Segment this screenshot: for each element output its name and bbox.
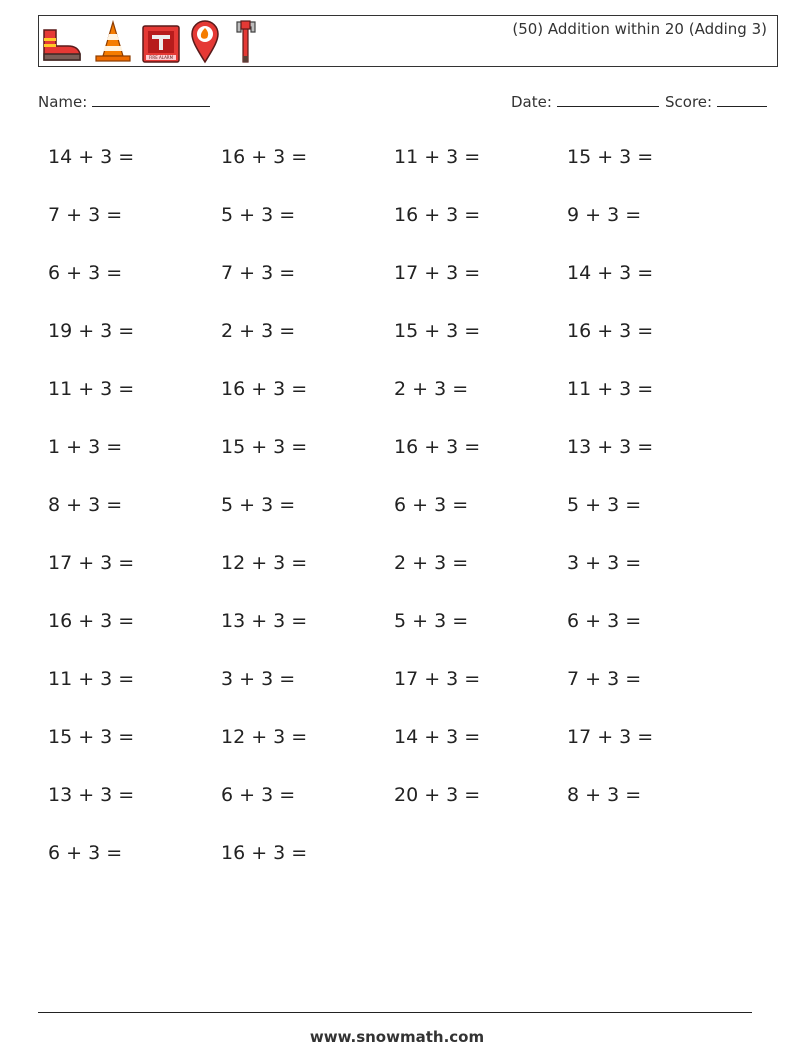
problem-5-2: 16 + 3 = xyxy=(221,378,308,400)
worksheet-title: (50) Addition within 20 (Adding 3) xyxy=(512,20,767,38)
problem-9-4: 6 + 3 = xyxy=(567,610,642,632)
problem-1-2: 16 + 3 = xyxy=(221,146,308,168)
problem-6-3: 16 + 3 = xyxy=(394,436,481,458)
problem-10-3: 17 + 3 = xyxy=(394,668,481,690)
problem-11-4: 17 + 3 = xyxy=(567,726,654,748)
problem-1-3: 11 + 3 = xyxy=(394,146,481,168)
problem-4-4: 16 + 3 = xyxy=(567,320,654,342)
svg-text:FIRE ALARM: FIRE ALARM xyxy=(148,55,174,60)
problem-9-1: 16 + 3 = xyxy=(48,610,135,632)
problem-3-1: 6 + 3 = xyxy=(48,262,123,284)
problem-5-4: 11 + 3 = xyxy=(567,378,654,400)
problem-2-1: 7 + 3 = xyxy=(48,204,123,226)
problem-13-1: 6 + 3 = xyxy=(48,842,123,864)
footer-url: www.snowmath.com xyxy=(309,1028,485,1046)
score-label: Score: xyxy=(665,93,713,111)
name-label: Name: xyxy=(38,93,88,111)
problem-1-1: 14 + 3 = xyxy=(48,146,135,168)
problem-8-1: 17 + 3 = xyxy=(48,552,135,574)
problem-4-3: 15 + 3 = xyxy=(394,320,481,342)
problem-7-1: 8 + 3 = xyxy=(48,494,123,516)
problem-8-2: 12 + 3 = xyxy=(221,552,308,574)
problem-3-2: 7 + 3 = xyxy=(221,262,296,284)
problem-12-2: 6 + 3 = xyxy=(221,784,296,806)
date-label: Date: xyxy=(511,93,552,111)
problem-11-3: 14 + 3 = xyxy=(394,726,481,748)
problem-12-3: 20 + 3 = xyxy=(394,784,481,806)
name-field xyxy=(38,92,210,111)
problem-5-1: 11 + 3 = xyxy=(48,378,135,400)
problem-2-4: 9 + 3 = xyxy=(567,204,642,226)
fire-alarm-icon xyxy=(141,24,181,64)
problem-11-1: 15 + 3 = xyxy=(48,726,135,748)
score-field xyxy=(665,92,767,111)
score-blank[interactable] xyxy=(717,92,767,107)
name-blank[interactable] xyxy=(92,92,210,107)
problem-6-2: 15 + 3 = xyxy=(221,436,308,458)
problem-10-2: 3 + 3 = xyxy=(221,668,296,690)
problem-1-4: 15 + 3 = xyxy=(567,146,654,168)
fire-location-pin-icon xyxy=(189,18,221,64)
problem-2-3: 16 + 3 = xyxy=(394,204,481,226)
problem-9-2: 13 + 3 = xyxy=(221,610,308,632)
problem-5-3: 2 + 3 = xyxy=(394,378,469,400)
problem-6-4: 13 + 3 = xyxy=(567,436,654,458)
problem-2-2: 5 + 3 = xyxy=(221,204,296,226)
fire-boot-icon xyxy=(41,24,85,64)
problem-4-2: 2 + 3 = xyxy=(221,320,296,342)
problem-8-3: 2 + 3 = xyxy=(394,552,469,574)
header-icons xyxy=(41,18,261,64)
problem-7-3: 6 + 3 = xyxy=(394,494,469,516)
problem-3-3: 17 + 3 = xyxy=(394,262,481,284)
problem-8-4: 3 + 3 = xyxy=(567,552,642,574)
date-field xyxy=(511,92,659,111)
problem-11-2: 12 + 3 = xyxy=(221,726,308,748)
fire-axe-icon xyxy=(229,18,261,64)
problem-10-4: 7 + 3 = xyxy=(567,668,642,690)
traffic-cone-icon xyxy=(93,20,133,64)
problem-7-2: 5 + 3 = xyxy=(221,494,296,516)
problem-7-4: 5 + 3 = xyxy=(567,494,642,516)
problem-13-2: 16 + 3 = xyxy=(221,842,308,864)
problem-6-1: 1 + 3 = xyxy=(48,436,123,458)
problem-9-3: 5 + 3 = xyxy=(394,610,469,632)
worksheet-header xyxy=(38,15,778,67)
problem-12-1: 13 + 3 = xyxy=(48,784,135,806)
problem-3-4: 14 + 3 = xyxy=(567,262,654,284)
problem-10-1: 11 + 3 = xyxy=(48,668,135,690)
footer-divider xyxy=(38,1012,752,1013)
problem-4-1: 19 + 3 = xyxy=(48,320,135,342)
date-blank[interactable] xyxy=(557,92,659,107)
problem-12-4: 8 + 3 = xyxy=(567,784,642,806)
